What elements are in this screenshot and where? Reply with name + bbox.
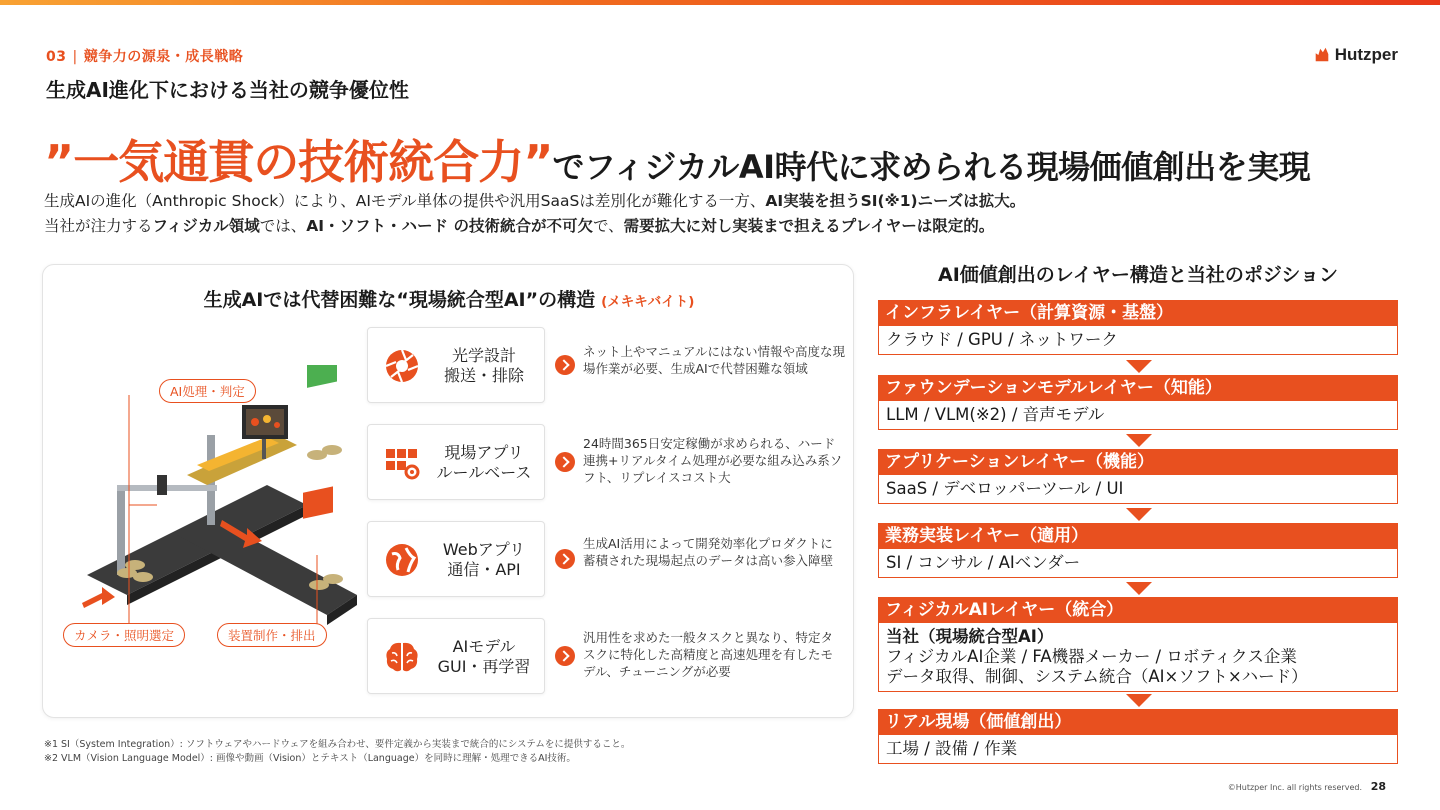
feature-web-app [367,521,545,597]
page-subtitle: 生成AI進化下における当社の競争優位性 [46,78,409,102]
layer-heading: フィジカルAIレイヤー（統合） [879,598,1397,623]
layer-foundation-model [878,375,1398,430]
flame-logo-icon [1313,46,1331,64]
company-logo [1313,45,1398,65]
chevron-right-icon [555,452,575,472]
layer-physical-ai [878,597,1398,692]
feature-label-line: 通信・API [447,560,521,579]
feature-label [424,425,544,501]
aperture-icon [384,348,420,384]
lead-line-2 [44,214,1025,239]
ok-badge-text: OK [310,395,333,418]
section-divider: | [72,49,78,65]
layer-body: クラウド / GPU / ネットワーク [886,330,1118,349]
feature-field-app [367,424,545,500]
footnote-2: ※2 VLM（Vision Language Model）: 画像や動画（Vision）とテキスト（Language）を同時に理解・処理できるAI技術。 [44,753,576,764]
copyright: ©Hutzper Inc. all rights reserved. [1227,783,1362,792]
chevron-right-icon [555,646,575,666]
our-company-position: 当社（現場統合型AI） [886,627,1054,646]
logo-text: Hutzper [1334,45,1398,64]
tag-device-making: 装置制作・排出 [217,623,327,647]
lead-text: 当社が注力する [44,217,153,235]
layer-heading: ファウンデーションモデルレイヤー（知能） [879,376,1397,401]
lead-emphasis: AI・ソフト・ハード の技術統合が不可欠 [306,217,593,235]
headline [44,126,1310,192]
tag-camera-lighting: カメラ・照明選定 [63,623,185,647]
headline-rest: でフィジカルAI時代に求められる現場価値創出を実現 [552,148,1311,186]
lead-emphasis: 需要拡大に対し実装まで担えるプレイヤーは限定的。 [623,217,995,235]
lead-emphasis: AI実装を担うSI(※1)ニーズは拡大。 [765,192,1026,210]
feature-description: ネット上やマニュアルにはない情報や高度な現場作業が必要、生成AIで代替困難な領域 [583,344,846,376]
down-arrow-icon [1126,694,1152,707]
lead-paragraph [44,189,1025,239]
feature-description: 汎用性を求めた一般タスクと異なり、特定タスクに特化した高精度と高速処理を有したモデル、チューニングが必要 [583,630,834,679]
brain-icon [384,639,420,675]
top-accent-bar [0,0,1440,5]
blocks-gear-icon [384,445,420,481]
lead-line-1 [44,189,1025,214]
inspection-line-illustration [57,365,373,655]
card-title [43,285,855,312]
layer-real-site [878,709,1398,764]
layer-body-line: データ取得、制御、システム統合（AI×ソフト×ハード） [886,667,1308,686]
feature-description: 生成AI活用によって開発効率化プロダクトに蓄積された現場起点のデータは高い参入障壁 [583,536,834,568]
feature-label [424,522,544,598]
layer-infrastructure [878,300,1398,355]
lead-text: 生成AIの進化（Anthropic Shock）により、AIモデル単体の提供や汎用SaaSは差別化が難化する一方、 [44,192,766,210]
ng-badge-text: NG [306,524,329,547]
layer-heading: リアル現場（価値創出） [879,710,1397,735]
headline-accent: ”一気通貫の技術統合力” [44,135,553,189]
layer-business-implementation [878,523,1398,578]
globe-icon [384,542,420,578]
chevron-right-icon [555,355,575,375]
section-number: 03 [46,49,67,65]
footnote-1: ※1 SI（System Integration）: ソフトウェアやハードウェアを組み合わせ、要件定義から実装まで統合的にシステムをに提供すること。 [44,739,631,750]
card-title-text: 生成AIでは代替困難な“現場統合型AI”の構造 [203,289,596,311]
footnotes [44,738,630,766]
feature-label-line: 光学設計 [451,346,516,365]
layer-heading: 業務実装レイヤー（適用） [879,524,1397,549]
feature-label-line: 現場アプリ [444,443,524,462]
layer-body: SI / コンサル / AIベンダー [886,553,1081,572]
lead-emphasis: フィジカル領域 [152,217,260,235]
feature-label [424,619,544,695]
down-arrow-icon [1126,360,1152,373]
down-arrow-icon [1126,582,1152,595]
down-arrow-icon [1126,434,1152,447]
card-title-paren: (メキキバイト) [601,294,695,310]
feature-label [424,328,544,404]
lead-text: で、 [592,217,624,235]
layer-body: LLM / VLM(※2) / 音声モデル [886,405,1105,424]
section-title: 競争力の源泉・成長戦略 [83,49,244,65]
lead-text: では、 [259,217,307,235]
layer-body-line: フィジカルAI企業 / FA機器メーカー / ロボティクス企業 [886,647,1297,666]
chevron-right-icon [555,549,575,569]
layer-body [879,623,1397,691]
tag-ai-processing: AI処理・判定 [159,379,256,403]
feature-label-line: 搬送・排除 [443,366,524,385]
feature-description: 24時間365日安定稼働が求められる、ハード連携+リアルタイム処理が必要な組み込み系ソフト、リプレイスコスト大 [583,436,843,485]
feature-ai-model [367,618,545,694]
feature-label-line: Webアプリ [442,540,526,559]
layers-title: AI価値創出のレイヤー構造と当社のポジション [938,264,1338,286]
feature-label-line: AIモデル [452,637,516,656]
layer-heading: インフラレイヤー（計算資源・基盤） [879,301,1397,326]
page-number: 28 [1370,780,1386,793]
layer-application [878,449,1398,504]
integrated-ai-structure-card [42,264,854,718]
feature-optical-design [367,327,545,403]
layer-body: 工場 / 設備 / 作業 [886,739,1018,758]
feature-label-line: ルールベース [436,463,532,482]
section-label [46,46,243,66]
feature-label-line: GUI・再学習 [437,657,531,676]
layer-body: SaaS / デベロッパーツール / UI [886,479,1124,498]
layer-heading: アプリケーションレイヤー（機能） [879,450,1397,475]
down-arrow-icon [1126,508,1152,521]
